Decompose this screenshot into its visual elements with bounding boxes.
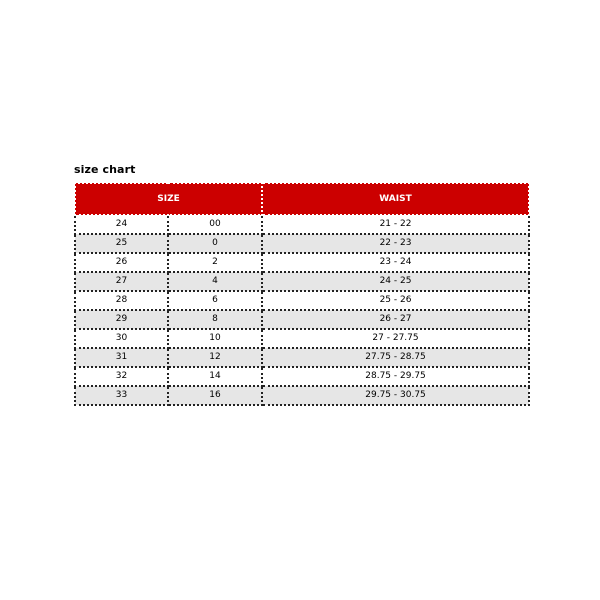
size-cell: 32 <box>75 367 168 386</box>
us-size-cell: 16 <box>168 386 262 405</box>
size-cell: 31 <box>75 348 168 367</box>
waist-cell: 28.75 - 29.75 <box>262 367 529 386</box>
size-cell: 26 <box>75 253 168 272</box>
size-cell: 30 <box>75 329 168 348</box>
table-row <box>75 310 529 329</box>
table-body <box>75 215 529 405</box>
us-size-cell: 0 <box>168 234 262 253</box>
waist-cell: 24 - 25 <box>262 272 529 291</box>
size-cell: 28 <box>75 291 168 310</box>
waist-cell: 23 - 24 <box>262 253 529 272</box>
waist-cell: 26 - 27 <box>262 310 529 329</box>
size-chart-table <box>74 182 530 406</box>
table-row <box>75 272 529 291</box>
us-size-cell: 00 <box>168 215 262 234</box>
table-row <box>75 215 529 234</box>
table-row <box>75 291 529 310</box>
size-cell: 29 <box>75 310 168 329</box>
table-row <box>75 367 529 386</box>
chart-title: size chart <box>74 163 136 176</box>
table-row <box>75 348 529 367</box>
us-size-cell: 8 <box>168 310 262 329</box>
header-row <box>75 183 529 215</box>
waist-cell: 29.75 - 30.75 <box>262 386 529 405</box>
waist-cell: 27 - 27.75 <box>262 329 529 348</box>
size-cell: 24 <box>75 215 168 234</box>
us-size-cell: 6 <box>168 291 262 310</box>
table-header <box>75 183 529 215</box>
size-cell: 33 <box>75 386 168 405</box>
table-row <box>75 234 529 253</box>
table-row <box>75 253 529 272</box>
waist-cell: 22 - 23 <box>262 234 529 253</box>
us-size-cell: 14 <box>168 367 262 386</box>
waist-cell: 25 - 26 <box>262 291 529 310</box>
us-size-cell: 12 <box>168 348 262 367</box>
us-size-cell: 2 <box>168 253 262 272</box>
size-cell: 25 <box>75 234 168 253</box>
waist-header: WAIST <box>262 183 529 215</box>
table-row <box>75 329 529 348</box>
waist-cell: 21 - 22 <box>262 215 529 234</box>
size-header: SIZE <box>75 183 262 215</box>
table-row <box>75 386 529 405</box>
us-size-cell: 10 <box>168 329 262 348</box>
us-size-cell: 4 <box>168 272 262 291</box>
waist-cell: 27.75 - 28.75 <box>262 348 529 367</box>
size-cell: 27 <box>75 272 168 291</box>
